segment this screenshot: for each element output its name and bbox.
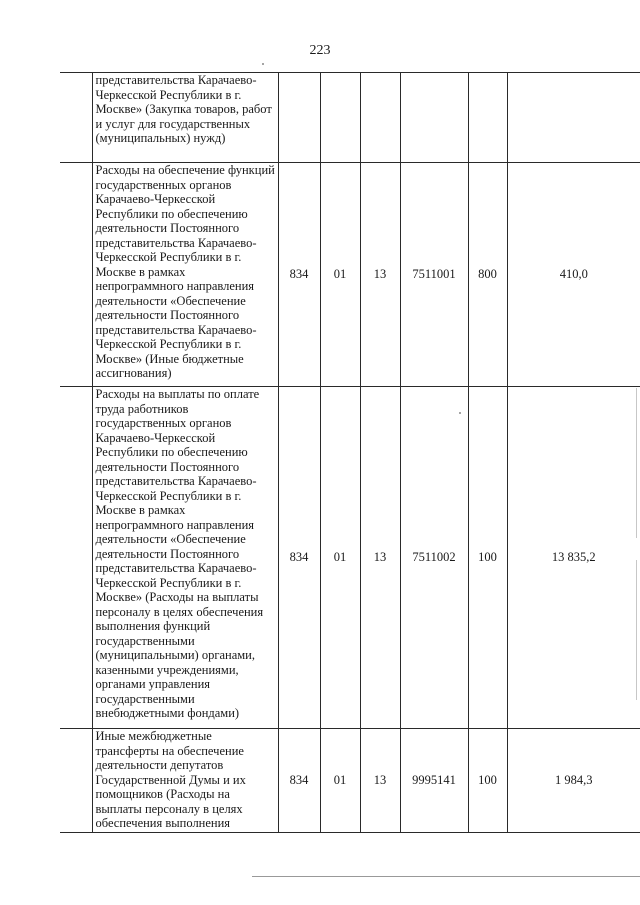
subsection-code-cell (360, 73, 400, 163)
subsection-code-cell: 13 (360, 729, 400, 833)
row-number-cell (60, 387, 92, 729)
section-code-cell (320, 73, 360, 163)
subsection-code-cell: 13 (360, 163, 400, 387)
budget-table (60, 72, 640, 833)
scan-speck (459, 412, 461, 414)
target-article-cell: 7511001 (400, 163, 468, 387)
table-row (60, 73, 640, 163)
expense-type-cell: 100 (468, 387, 507, 729)
target-article-cell (400, 73, 468, 163)
row-number-cell (60, 729, 92, 833)
scan-speck (262, 63, 264, 65)
table-row (60, 163, 640, 387)
section-code-cell: 01 (320, 387, 360, 729)
amount-cell: 410,0 (507, 163, 640, 387)
page-number: 223 (309, 43, 331, 58)
table-row (60, 729, 640, 833)
row-number-cell (60, 73, 92, 163)
section-code-cell: 01 (320, 729, 360, 833)
expense-type-cell: 800 (468, 163, 507, 387)
description-cell: Расходы на выплаты по оплате труда работников государственных органов Карачаево-Черкесской Республики по обеспечению деятельности Постоянного представительства Карачаево-Черкесской Республики в г. Москве в рамках непрограммного направления деятельности «Обеспечение деятельности Постоянного представительства Карачаево-Черкесской Республики в г. Москве» (Расходы на выплаты персоналу в целях обеспечения выполнения функций государственными (муниципальными) органами, казенными учреждениями, органами управления государственными внебюджетными фондами) (92, 387, 278, 729)
subsection-code-cell: 13 (360, 387, 400, 729)
amount-cell: 1 984,3 (507, 729, 640, 833)
scan-bottom-line (252, 876, 640, 877)
target-article-cell: 9995141 (400, 729, 468, 833)
amount-cell (507, 73, 640, 163)
scan-edge-mark (636, 560, 637, 700)
scan-edge-mark (636, 388, 637, 538)
section-code-cell: 01 (320, 163, 360, 387)
department-code-cell: 834 (278, 387, 320, 729)
amount-cell: 13 835,2 (507, 387, 640, 729)
department-code-cell (278, 73, 320, 163)
table-row (60, 387, 640, 729)
expense-type-cell: 100 (468, 729, 507, 833)
description-cell: представительства Карачаево-Черкесской Республики в г. Москве» (Закупка товаров, работ и услуг для государственных (муниципальных) нужд) (92, 73, 278, 163)
description-cell: Иные межбюджетные трансферты на обеспечение деятельности депутатов Государственной Думы и их помощников (Расходы на выплаты персоналу в целях обеспечения выполнения (92, 729, 278, 833)
department-code-cell: 834 (278, 729, 320, 833)
target-article-cell: 7511002 (400, 387, 468, 729)
row-number-cell (60, 163, 92, 387)
expense-type-cell (468, 73, 507, 163)
department-code-cell: 834 (278, 163, 320, 387)
description-cell: Расходы на обеспечение функций государственных органов Карачаево-Черкесской Республики по обеспечению деятельности Постоянного представительства Карачаево-Черкесской Республики в г. Москве в рамках непрограммного направления деятельности «Обеспечение деятельности Постоянного представительства Карачаево-Черкесской Республики в г. Москве» (Иные бюджетные ассигнования) (92, 163, 278, 387)
